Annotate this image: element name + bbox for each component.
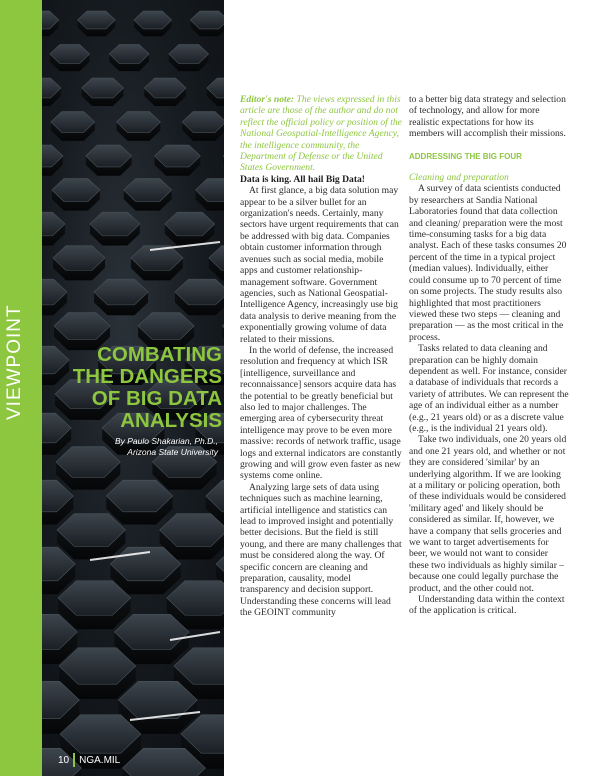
paragraph: Tasks related to data cleaning and preparation can be highly domain dependent as well. For instance, consider a database of individuals that records a variety of attributes. We can represent the age of an individual either as a number (e.g., 21 years old) or as a discrete value (e.g., is the individual 21 years old).	[409, 343, 569, 434]
section-heading: ADDRESSING THE BIG FOUR	[409, 151, 522, 161]
editors-note	[240, 94, 402, 174]
lead-sentence: Data is king. All hail Big Data!	[240, 173, 366, 185]
byline-author: By Paulo Shakarian, Ph.D.,	[114, 436, 218, 446]
footer-divider	[73, 753, 75, 767]
paragraph: At first glance, a big data solution may appear to be a silver bullet for an organization's needs. Certainly, many sectors have urgent requirements that can be addressed with big data. Companies obtain customer information through avenues such as social media, mobile apps and customer relationship-management software. Government agencies, such as National Geospatial-Intelligence Agency, increasingly use big data analysis to derive meaning from the exponentially growing volume of data related to their missions.	[240, 185, 399, 345]
footer-site-link[interactable]: NGA.MIL	[79, 754, 121, 766]
article-column-1	[240, 94, 402, 619]
article-column-2	[409, 94, 569, 617]
editors-note-text: The views expressed in this article are those of the author and do not reflect the official policy or position of the National Geospatial-Intelligence Agency, the intelligence community, the Department of Defense or the United States Government.	[240, 94, 402, 174]
page-number: 10	[58, 754, 70, 766]
paragraph: Understanding data within the context of the application is critical.	[409, 594, 565, 617]
article-headline: COMBATING THE DANGERS OF BIG DATA ANALYSIS	[72, 343, 222, 432]
paragraph: A survey of data scientists conducted by researchers at Sandia National Laboratories found that data collection and cleaning/ preparation were the most time-consuming tasks for a big data analyst. Each of these tasks consumes 20 percent of the time in a typical project (median values). Individually, either could consume up to 70 percent of time on some projects. The study results also highlighted that most practitioners viewed these two steps — cleaning and preparation — as the most critical in the process.	[409, 183, 567, 343]
editors-note-label: Editor's note:	[240, 94, 295, 105]
page-footer	[58, 753, 120, 767]
subheading: Cleaning and preparation	[409, 172, 509, 184]
section-label: VIEWPOINT	[4, 304, 25, 420]
hexagon-background-panel	[0, 0, 224, 776]
byline	[60, 436, 218, 458]
paragraph: Take two individuals, one 20 years old and one 21 years old, and whether or not they are considered 'similar' by an underlying algorithm. If we are looking at a military or policing operation, both of these individuals would be considered 'military aged' and likely should be considered as similar. If, however, we have a company that sells groceries and we want to target advertisements for beer, we would not want to consider these two individuals as highly similar – because one could legally purchase the product, and the other could not.	[409, 434, 567, 594]
paragraph: In the world of defense, the increased resolution and frequency at which ISR [intelligence, surveillance and reconnaissance] sensors acquire data has the potential to be greatly beneficial but also led to major challenges. The emerging area of cybersecurity threat intelligence may prove to be even more massive: records of network traffic, usage logs and external indicators are constantly growing and will grow even faster as new systems come online.	[240, 344, 402, 482]
hexagon-side	[223, 156, 224, 176]
paragraph: Analyzing large sets of data using techniques such as machine learning, artificial intelligence and statistics can lead to improved insight and potentially better decisions. But the field is still young, and there are many challenges that must be considered along the way. Of specific concern are cleaning and preparation, causality, model transparency and decision support. Understanding these concerns will lead the GEOINT community	[240, 481, 402, 619]
continuation-paragraph: to a better big data strategy and selection of technology, and allow for more realistic expectations for how its members will accomplish their missions.	[409, 94, 566, 140]
byline-affiliation: Arizona State University	[127, 447, 218, 457]
